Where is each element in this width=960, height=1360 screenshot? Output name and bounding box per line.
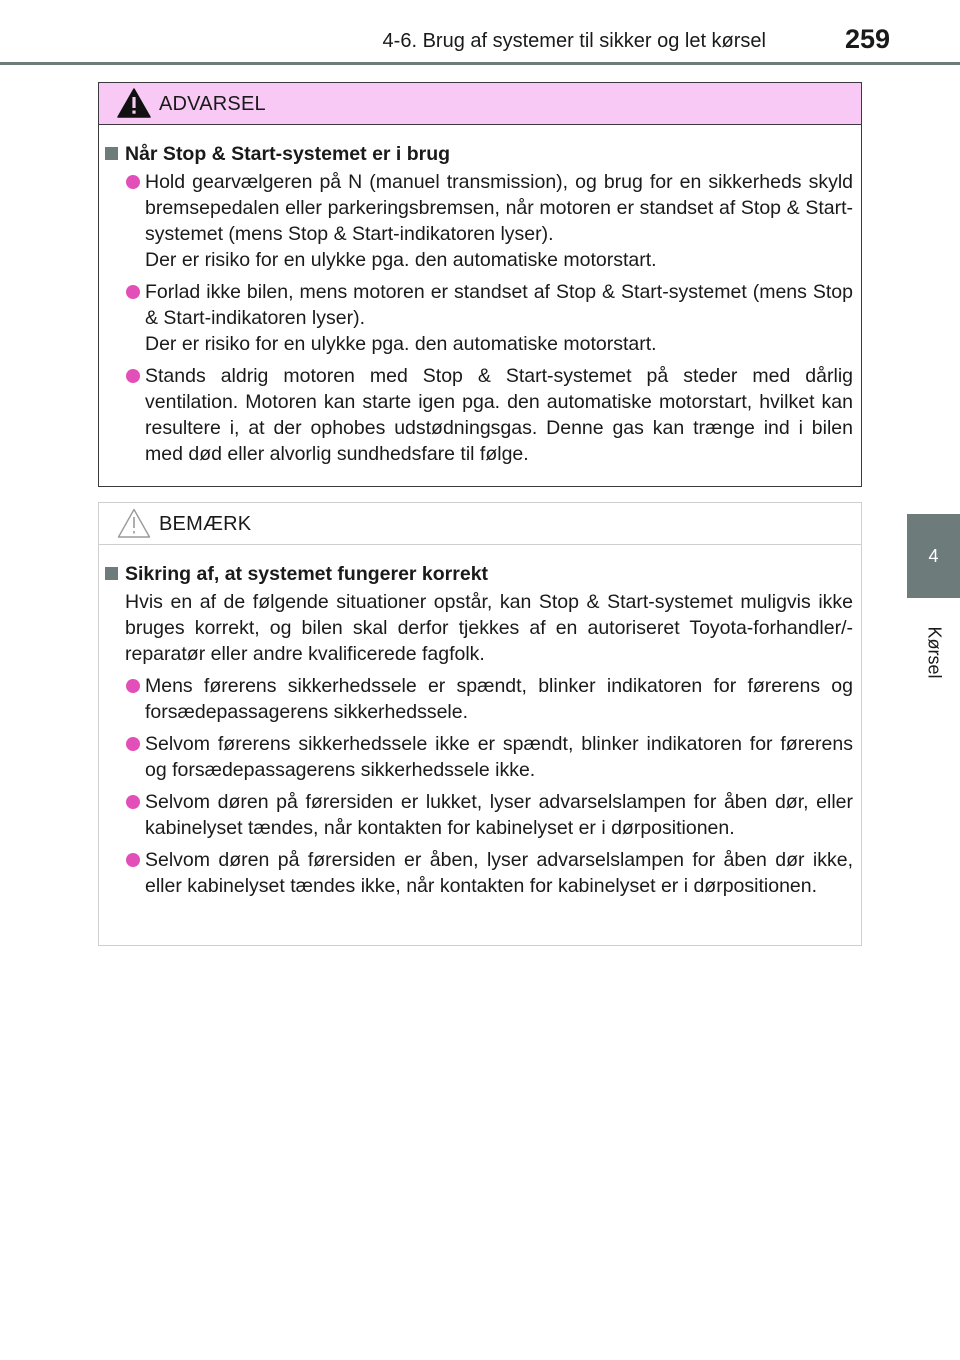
list-item <box>105 847 853 899</box>
list-item-text: Stands aldrig motoren med Stop & Start-systemet på steder med dårlig ventilation. Motoren kan starte igen pga. den automatiske motorstart, hvilket kan resultere i, at der ophobes udstødningsgas. Denne gas kan trænge ind i bilen med død eller alvorlig sundhedsfare til følge. <box>145 365 853 465</box>
round-bullet-icon <box>126 285 140 299</box>
list-item-extra: Der er risiko for en ulykke pga. den automatiske motorstart. <box>145 333 657 355</box>
warning-triangle-icon <box>117 87 151 119</box>
list-item-extra: Der er risiko for en ulykke pga. den automatiske motorstart. <box>145 249 657 271</box>
list-item <box>105 731 853 783</box>
list-item-text: Mens førerens sikkerhedssele er spændt, blinker indikatoren for førerens og forsædepassagerens sikkerhedssele. <box>145 675 853 723</box>
warning-box-header <box>99 83 861 125</box>
list-item-text: Selvom døren på førersiden er åben, lyser advarselslampen for åben dør ikke, eller kabinelyset tændes ikke, når kontakten for kabinelyset er i dørpositionen. <box>145 849 853 897</box>
warning-box-label: ADVARSEL <box>159 93 266 115</box>
chapter-tab[interactable] <box>907 514 960 598</box>
warning-heading <box>105 141 853 167</box>
notice-box-body <box>99 545 861 899</box>
notice-heading <box>105 561 853 587</box>
section-title: 4-6. Brug af systemer til sikker og let kørsel <box>382 30 766 52</box>
round-bullet-icon <box>126 853 140 867</box>
round-bullet-icon <box>126 679 140 693</box>
round-bullet-icon <box>126 737 140 751</box>
round-bullet-icon <box>126 795 140 809</box>
chapter-number: 4 <box>928 545 939 566</box>
notice-intro: Hvis en af de følgende situationer opstår, kan Stop & Start-systemet muligvis ikke bruges korrekt, og bilen skal derfor tjekkes af en autoriseret Toyota-forhandler/-reparatør eller andre kvalificerede fagfolk. <box>125 591 853 665</box>
header-divider <box>0 62 960 65</box>
list-item-text: Selvom døren på førersiden er lukket, lyser advarselslampen for åben dør, eller kabinelyset tændes, når kontakten for kabinelyset er i dørpositionen. <box>145 791 853 839</box>
round-bullet-icon <box>126 175 140 189</box>
notice-box-label: BEMÆRK <box>159 513 252 535</box>
list-item-text: Selvom førerens sikkerhedssele ikke er spændt, blinker indikatoren for førerens og forsædepassagerens sikkerhedssele ikke. <box>145 733 853 781</box>
caution-outline-triangle-icon <box>117 507 151 539</box>
list-item-text: Hold gearvælgeren på N (manuel transmission), og brug for en sikkerheds skyld bremsepedalen eller parkeringsbremsen, når motoren er standset af Stop & Start-systemet (mens Stop & Start-indikatoren lyser). <box>145 171 853 245</box>
notice-box <box>98 502 862 946</box>
warning-box <box>98 82 862 487</box>
warning-heading-text: Når Stop & Start-systemet er i brug <box>125 143 451 165</box>
list-item <box>105 789 853 841</box>
notice-heading-text: Sikring af, at systemet fungerer korrekt <box>125 563 489 585</box>
list-item <box>105 169 853 273</box>
page-number: 259 <box>844 24 890 54</box>
chapter-label <box>892 612 960 692</box>
notice-box-header <box>99 503 861 545</box>
list-item <box>105 673 853 725</box>
round-bullet-icon <box>126 369 140 383</box>
list-item <box>105 279 853 357</box>
square-bullet-icon <box>105 147 118 160</box>
square-bullet-icon <box>105 567 118 580</box>
list-item-text: Forlad ikke bilen, mens motoren er standset af Stop & Start-systemet (mens Stop & Start-indikatoren lyser). <box>145 281 853 329</box>
list-item <box>105 363 853 467</box>
chapter-label-text: Kørsel <box>924 625 945 679</box>
warning-box-body <box>99 125 861 467</box>
